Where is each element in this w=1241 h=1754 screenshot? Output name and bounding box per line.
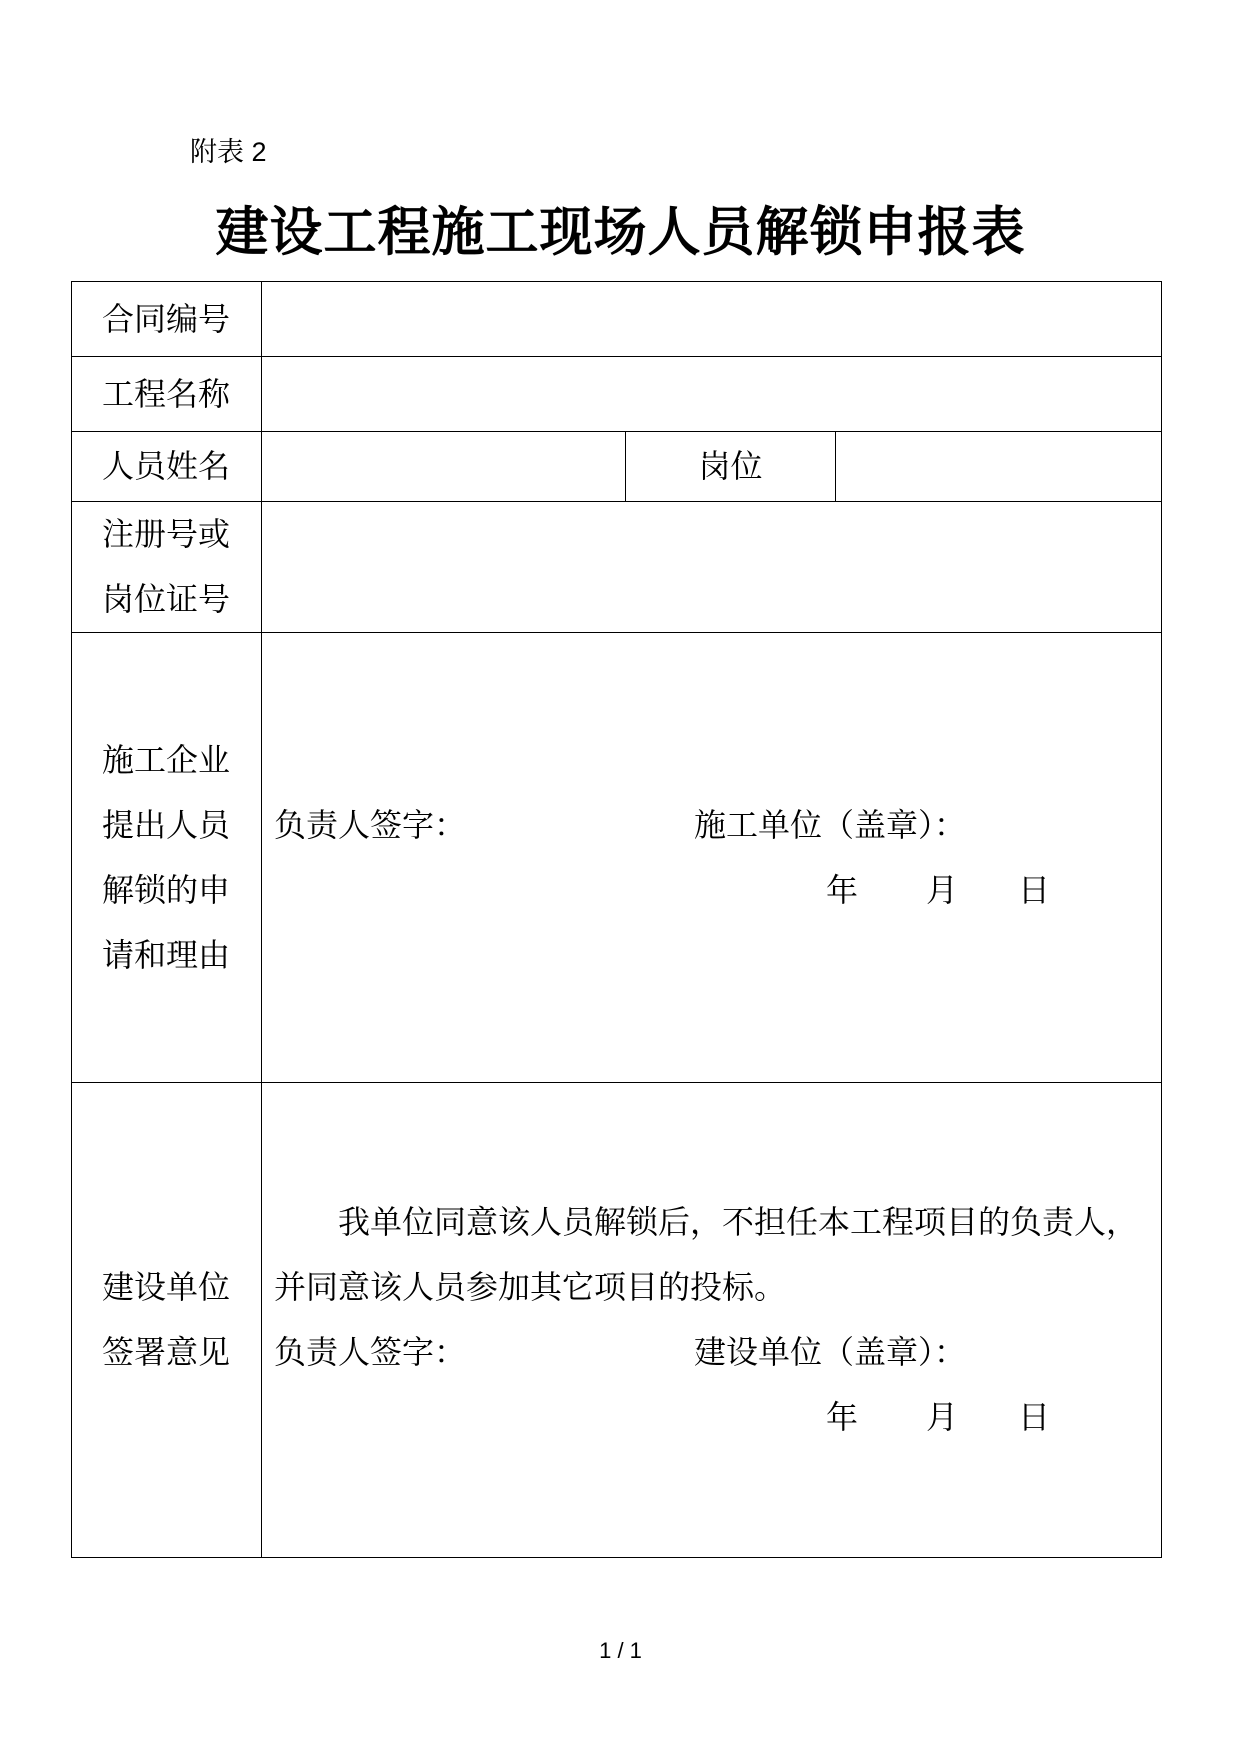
owner-opinion-row [72,1083,1162,1558]
owner-opinion-label [72,1083,262,1558]
person-name-label: 人员姓名 [72,432,262,502]
owner-signature-line [274,1320,1161,1385]
owner-date-year: 年 [826,1398,859,1436]
position-field[interactable] [836,432,1162,502]
owner-date-month: 月 [926,1398,959,1436]
owner-date-day: 日 [1018,1398,1051,1436]
contract-no-row [72,282,1162,357]
appendix-label: 附表 2 [190,137,267,167]
position-label: 岗位 [626,432,836,502]
project-name-row [72,357,1162,432]
contractor-date-line [274,858,1161,923]
owner-seal-label: 建设单位（盖章）： [694,1333,967,1371]
person-name-field[interactable] [262,432,626,502]
owner-label-line-1: 建设单位 [102,1268,231,1306]
page-number: 1 / 1 [599,1638,642,1663]
registration-label-line-1: 注册号或 [102,515,231,553]
project-name-field[interactable] [262,357,1162,432]
person-row [72,432,1162,502]
contractor-request-row [72,633,1162,1083]
project-name-label: 工程名称 [72,357,262,432]
registration-label-line-2: 岗位证号 [102,580,231,618]
owner-signature-label: 负责人签字： [274,1333,467,1371]
contractor-signature-line [274,793,1161,858]
owner-date-line [274,1385,1161,1450]
owner-statement-line-1: 我单位同意该人员解锁后，不担任本工程项目的负责人， [338,1203,1139,1241]
contractor-label-line-1: 施工企业 [102,740,231,779]
document-title: 建设工程施工现场人员解锁申报表 [215,202,1026,263]
owner-opinion-field[interactable] [262,1083,1162,1558]
contractor-date-day: 日 [1018,870,1051,909]
contractor-request-field[interactable] [262,633,1162,1083]
owner-statement-line-2: 并同意该人员参加其它项目的投标。 [274,1268,787,1306]
contractor-signature-label: 负责人签字： [274,805,467,844]
contractor-label-line-3: 解锁的申 [102,870,231,909]
owner-label-line-2: 签署意见 [102,1333,231,1371]
contract-no-field[interactable] [262,282,1162,357]
registration-field[interactable] [262,502,1162,633]
contractor-label-line-2: 提出人员 [102,805,231,844]
unlock-application-form [71,281,1162,1558]
contractor-seal-label: 施工单位（盖章）： [694,805,967,844]
contractor-date-month: 月 [926,870,959,909]
registration-row [72,502,1162,633]
contract-no-label: 合同编号 [72,282,262,357]
contractor-date-year: 年 [826,870,859,909]
registration-label [72,502,262,633]
contractor-label-line-4: 请和理由 [102,935,231,974]
contractor-request-label [72,633,262,1083]
